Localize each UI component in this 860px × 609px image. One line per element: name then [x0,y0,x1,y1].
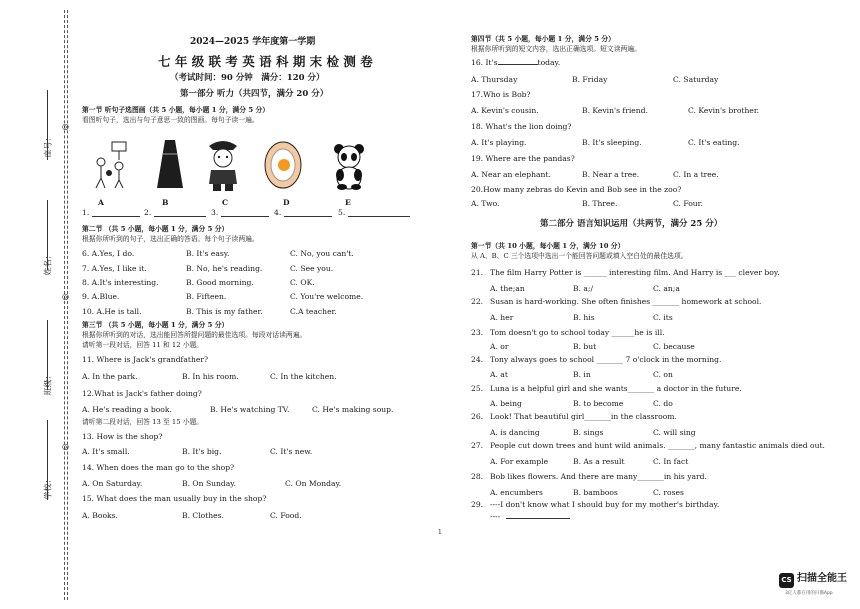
school-blank[interactable] [47,420,48,500]
part2-title: 第二部分 语言知识运用（共两节，满分 25 分） [540,219,723,229]
q23-option-a: A. or [490,342,509,351]
answer-blank-number: 5. [338,208,346,217]
q28-option-b: B. bamboos [573,488,618,497]
q11-stem: 11. Where is Jack's grandfather? [82,355,209,364]
q9-option-b: B. Fifteen. [186,292,227,301]
part1-s4-instruction: 根据你所听到的短文内容，选出正确选项。短文读两遍。 [471,45,641,53]
q11-option-c: C. In the kitchen. [270,372,337,381]
q27-stem: People cut down trees and hunt wild animals. _______, many fantastic animals died out. [490,441,825,450]
picture-letter-b: B [162,198,169,207]
name-blank[interactable] [47,200,48,270]
q16-stem [471,58,560,67]
q23-option-c: C. because [653,342,695,351]
q19-option-c: C. In a tree. [673,170,719,179]
q29-blank[interactable] [506,518,570,519]
picture-letter-e: E [345,198,351,207]
part1-s3-dialog2-note: 请听第二段对话，回答 13 至 15 小题。 [82,418,204,426]
q16-blank[interactable] [498,64,538,65]
q26-stem: Look! That beautiful girl_______in the classroom. [490,412,677,421]
q29-reply [490,512,570,521]
q22-option-a: A. her [490,313,514,322]
q22-stem: Susan is hard-working. She often finishes _______ homework at school. [490,297,762,306]
q25-number: 25. [471,384,484,393]
picture-letter-a: A [98,198,104,207]
q12-option-b: B. He's watching TV. [210,405,290,414]
q19-option-a: A. Near an elephant. [471,170,551,179]
class-blank[interactable] [47,320,48,390]
q21-option-b: B. a;/ [573,284,594,293]
q10-option-b: B. This is my father. [186,307,263,316]
q27-option-b: B. As a result [573,457,625,466]
name-label: 姓名： [43,251,53,276]
q29-stem: ----I don't know what I should buy for my mother's birthday. [490,500,720,509]
q16-stem-start: 16. It's [471,58,498,67]
binding-line [64,10,65,600]
q26-option-c: C. will sing [653,428,696,437]
picture-letter-c: C [222,198,229,207]
binding-mark: ◎ [62,442,69,451]
q14-option-a: A. On Saturday. [82,479,143,488]
q19-option-b: B. Near a tree. [582,170,640,179]
q11-option-b: B. In his room. [182,372,239,381]
q22-number: 22. [471,297,484,306]
picture-police-officer [203,136,243,192]
q17-option-c: C. Kevin's brother. [688,106,760,115]
seat-number-label: 座号： [43,133,53,158]
part1-s2-title: 第二节 （共 5 小题，每小题 1 分，满分 5 分） [82,225,229,233]
q21-stem: The film Harry Potter is ______ interesting film. And Harry is ___ clever boy. [490,268,780,277]
q22-option-b: B. his [573,313,595,322]
q28-number: 28. [471,472,484,481]
q15-stem: 15. What does the man usually buy in the shop? [82,494,267,503]
q26-number: 26. [471,412,484,421]
q20-stem: 20.How many zebras do Kevin and Bob see in the zoo? [471,185,682,194]
q8-option-b: B. Good morning. [186,278,254,287]
answer-blank[interactable] [221,216,269,217]
answer-blank[interactable] [92,216,140,217]
q13-option-a: A. It's small. [82,447,130,456]
school-year: 2024—2025 学年度第一学期 [190,37,316,47]
q9-option-a: 9. A.Blue. [82,292,120,301]
q6-option-b: B. It's easy. [186,249,230,258]
q16-option-c: C. Saturday [673,75,719,84]
q18-option-a: A. It's playing. [471,138,527,147]
q16-option-a: A. Thursday [471,75,518,84]
q9-option-c: C. You're welcome. [290,292,364,301]
q7-option-a: 7. A.Yes, I like it. [82,264,147,273]
q25-option-c: C. do [653,399,673,408]
q6-option-a: 6. A.Yes, I do. [82,249,135,258]
q21-number: 21. [471,268,484,277]
q17-option-b: B. Kevin's friend. [582,106,648,115]
q15-option-b: B. Clothes. [182,511,224,520]
part1-title: 第一部分 听力（共四节，满分 20 分） [180,89,329,99]
answer-blank[interactable] [284,216,332,217]
q24-stem: Tony always goes to school _______ 7 o'clock in the morning. [490,355,722,364]
q25-stem: Luna is a helpful girl and she wants_______ a doctor in the future. [490,384,742,393]
q13-option-b: B. It's big. [182,447,222,456]
part2-s1-instruction: 从 A、B、C 三个选项中选出一个能回答问题或填入空白处的最佳选项。 [471,252,688,260]
school-label: 学校： [43,475,53,500]
q14-stem: 14. When does the man go to the shop? [82,463,235,472]
class-label: 班级： [43,371,53,396]
q14-option-b: B. On Sunday. [182,479,237,488]
q12-stem: 12.What is Jack's father doing? [82,389,202,398]
q23-stem: Tom doesn't go to school today ______he is ill. [490,328,665,337]
q19-stem: 19. Where are the pandas? [471,154,575,163]
q21-option-a: A. the;an [490,284,525,293]
picture-dress [153,138,187,190]
q8-option-c: C. OK. [290,278,315,287]
q25-option-b: B. to become [573,399,624,408]
q26-option-a: A. is dancing [490,428,540,437]
part1-s3-title: 第三节 （共 5 小题，每小题 1 分，满分 5 分） [82,321,229,329]
q23-number: 23. [471,328,484,337]
q23-option-b: B. but [573,342,597,351]
q28-option-a: A. encumbers [490,488,543,497]
q20-option-c: C. Four. [673,199,703,208]
picture-egg-plate [262,140,304,190]
q16-stem-end: today. [537,58,561,67]
q11-option-a: A. In the park. [82,372,138,381]
exam-info: （考试时间：90 分钟 满分：120 分） [170,73,325,83]
scanner-badge: CS [779,573,794,588]
picture-basketball-kids [90,140,132,190]
q17-stem: 17.Who is Bob? [471,90,531,99]
q13-option-c: C. It's new. [270,447,313,456]
part1-s2-instruction: 根据你所听到的句子，选出正确的答语。每个句子读两遍。 [82,235,259,243]
q28-stem: Bob likes flowers. And there are many_______in his yard. [490,472,707,481]
part1-s1-title: 第一节 听句子选图画（共 5 小题，每小题 1 分，满分 5 分） [82,106,270,114]
picture-panda [331,142,367,190]
scanner-app-name: 扫描全能王 [797,573,847,584]
scanner-app-tagline: 3亿人都在用的扫描App [785,591,833,596]
q18-option-b: B. It's sleeping. [582,138,642,147]
q29-reply-dashes: ---- [490,512,501,521]
q7-option-c: C. See you. [290,264,334,273]
q18-stem: 18. What's the lion doing? [471,122,572,131]
q12-option-a: A. He's reading a book. [82,405,172,414]
q10-option-c: C.A teacher. [290,307,337,316]
q24-number: 24. [471,355,484,364]
q27-option-a: A. For example [490,457,549,466]
q29-number: 29. [471,500,484,509]
answer-blank-number: 4. [274,208,282,217]
seat-number-blank[interactable] [47,90,48,160]
q20-option-a: A. Two. [471,199,500,208]
answer-blank[interactable] [154,216,206,217]
q14-option-c: C. On Monday. [285,479,342,488]
q10-option-a: 10. A.He is tall. [82,307,142,316]
q25-option-a: A. being [490,399,522,408]
q26-option-b: B. sings [573,428,604,437]
q24-option-c: C. on [653,370,673,379]
q17-option-a: A. Kevin's cousin. [471,106,539,115]
q15-option-c: C. Food. [270,511,302,520]
q6-option-c: C. No, you can't. [290,249,354,258]
exam-title: 七 年 级 联 考 英 语 科 期 末 检 测 卷 [158,54,373,69]
page-number: 1 [438,529,442,536]
answer-blank-number: 2. [144,208,152,217]
q20-option-b: B. Three. [582,199,618,208]
binding-mark: ◎ [62,122,69,131]
q15-option-a: A. Books. [82,511,118,520]
picture-letter-d: D [283,198,290,207]
q22-option-c: C. its [653,313,673,322]
binding-mark: ◎ [62,292,69,301]
q27-option-c: C. In fact [653,457,689,466]
answer-blank-number: 3. [211,208,219,217]
q12-option-c: C. He's making soup. [312,405,394,414]
part1-s3-dialog1-note: 请听第一段对话，回答 11 和 12 小题。 [82,341,204,349]
q13-stem: 13. How is the shop? [82,432,163,441]
q24-option-b: B. in [573,370,591,379]
part1-s3-instruction: 根据你所听到的对话，选出能回答所提问题的最佳选项。每段对话读两遍。 [82,331,307,339]
q7-option-b: B. No, he's reading. [186,264,263,273]
q24-option-a: A. at [490,370,508,379]
q21-option-c: C. an;a [653,284,680,293]
part1-s4-title: 第四节（共 5 小题，每小题 1 分，满分 5 分） [471,35,615,43]
part2-s1-title: 第一节（共 10 小题，每小题 1 分，满分 10 分） [471,242,625,250]
q16-option-b: B. Friday [572,75,608,84]
q27-number: 27. [471,441,484,450]
binding-line-inner [67,10,68,600]
q28-option-c: C. roses [653,488,684,497]
answer-blank-number: 1. [82,208,90,217]
part1-s1-instruction: 看图听句子，选出与句子意思一致的图画。每句子读一遍。 [82,116,259,124]
q8-option-a: 8. A.It's interesting. [82,278,159,287]
q18-option-c: C. It's eating. [688,138,740,147]
answer-blank[interactable] [348,216,410,217]
